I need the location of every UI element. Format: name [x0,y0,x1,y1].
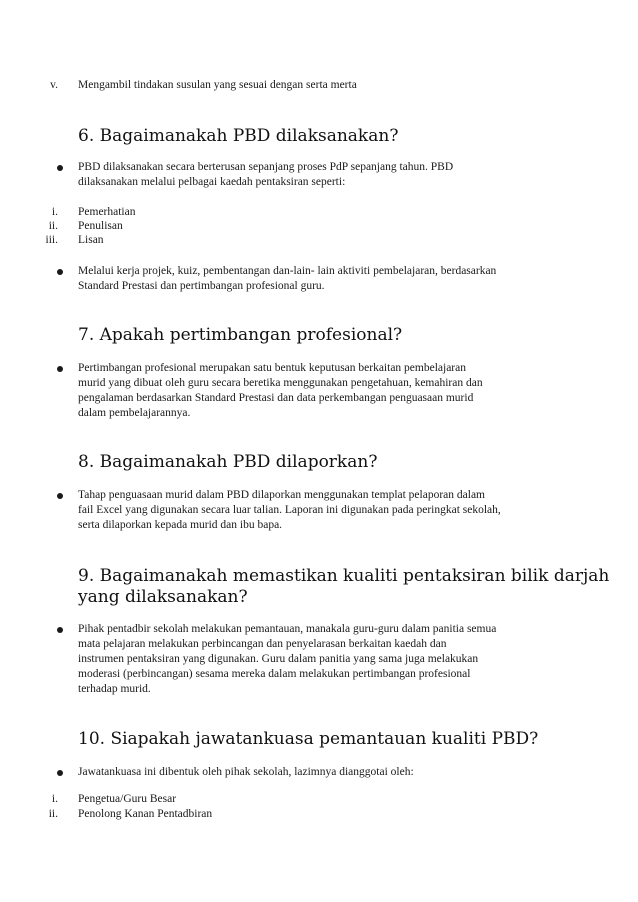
bullet-icon [57,627,63,633]
paragraph-line: mata pelajaran melakukan perbincangan dan penyelarasan berkaitan kaedah dan [78,638,447,650]
list-item-text: Penulisan [78,220,123,232]
bullet-icon [57,269,63,275]
section-heading-8: 8. Bagaimanakah PBD dilaporkan? [78,452,378,472]
list-marker-ii: ii. [48,808,58,820]
list-item-text: Penolong Kanan Pentadbiran [78,808,213,820]
list-item-text: Lisan [78,234,104,246]
list-marker-ii: ii. [48,220,58,232]
section-heading-10: 10. Siapakah jawatankuasa pemantauan kualiti PBD? [78,729,539,749]
bullet-icon [57,770,63,776]
paragraph-line: Jawatankuasa ini dibentuk oleh pihak sekolah, lazimnya dianggotai oleh: [78,766,414,778]
paragraph-line: Standard Prestasi dan pertimbangan profesional guru. [78,280,325,292]
paragraph-line: serta dilaporkan kepada murid dan ibu bapa. [78,519,283,531]
list-item-text: Mengambil tindakan susulan yang sesuai dengan serta merta [78,79,357,91]
paragraph-line: dalam pembelajarannya. [78,407,191,419]
paragraph-line: dilaksanakan melalui pelbagai kaedah pentaksiran seperti: [78,176,346,188]
paragraph-line: Pihak pentadbir sekolah melakukan pemantauan, manakala guru-guru dalam panitia semua [78,623,497,635]
list-marker-i: i. [51,793,58,805]
bullet-icon [57,493,63,499]
paragraph-line: murid yang dibuat oleh guru secara beretika menggunakan pengetahuan, kemahiran dan [78,377,483,389]
list-marker-v: v. [50,79,58,91]
paragraph-line: instrumen pentaksiran yang digunakan. Guru dalam panitia yang sama juga melakukan [78,653,479,665]
paragraph-line: PBD dilaksanakan secara berterusan sepanjang proses PdP sepanjang tahun. PBD [78,161,454,173]
list-marker-iii: iii. [45,234,58,246]
paragraph-line: fail Excel yang digunakan secara luar talian. Laporan ini digunakan pada peringkat sekolah, [78,504,501,516]
bullet-icon [57,366,63,372]
paragraph-line: moderasi (perbincangan) sesama mereka dalam melakukan pertimbangan profesional [78,668,471,680]
paragraph-line: terhadap murid. [78,683,151,695]
paragraph-line: Melalui kerja projek, kuiz, pembentangan dan-lain- lain aktiviti pembelajaran, berdasarkan [78,265,497,277]
bullet-icon [57,165,63,171]
list-item-text: Pemerhatian [78,206,136,218]
list-item-text: Pengetua/Guru Besar [78,793,177,805]
section-heading-7: 7. Apakah pertimbangan profesional? [78,325,403,345]
paragraph-line: Tahap penguasaan murid dalam PBD dilaporkan menggunakan templat pelaporan dalam [78,489,485,501]
list-marker-i: i. [51,206,58,218]
paragraph-line: pengalaman berdasarkan Standard Prestasi dan data perkembangan penguasaan murid [78,392,474,404]
section-heading-9: 9. Bagaimanakah memastikan kualiti pentaksiran bilik darjah [78,566,610,586]
section-heading-9-continued: yang dilaksanakan? [78,587,248,607]
section-heading-6: 6. Bagaimanakah PBD dilaksanakan? [78,126,399,146]
paragraph-line: Pertimbangan profesional merupakan satu bentuk keputusan berkaitan pembelajaran [78,362,466,374]
